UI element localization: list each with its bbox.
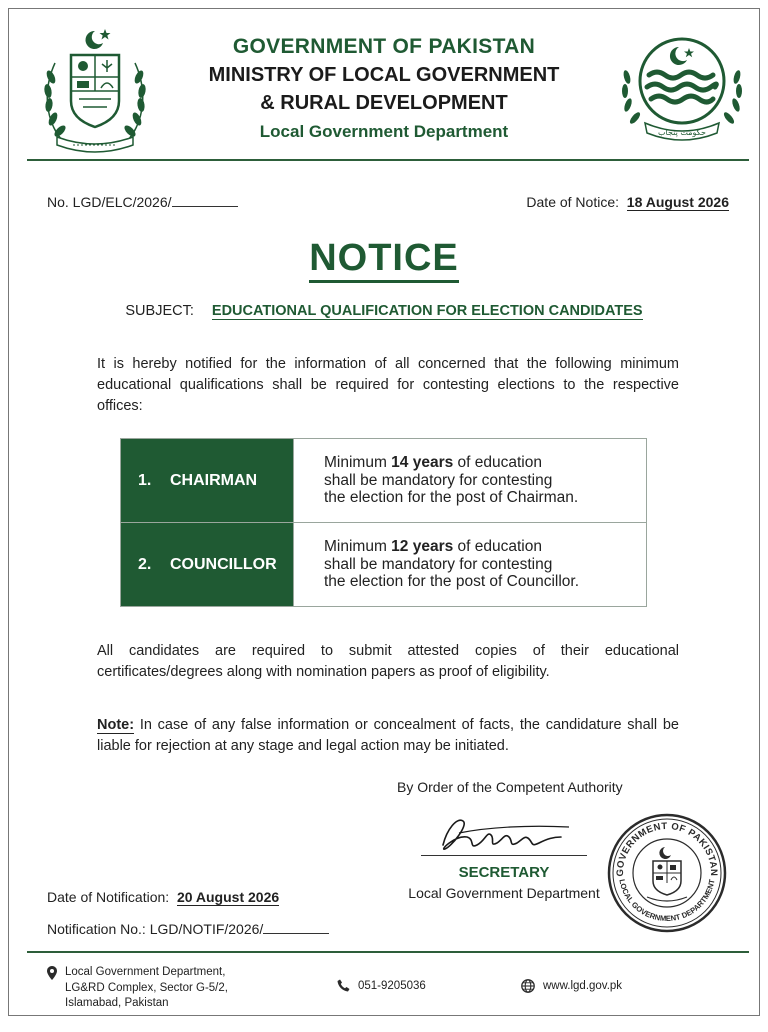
table-row (121, 439, 647, 523)
requirement-line: the election for the post of Councillor. (324, 573, 580, 591)
requirement-cell (294, 523, 647, 607)
notification-number (47, 921, 329, 937)
notification-date-label: Date of Notification: (47, 889, 170, 905)
signature-image (429, 809, 581, 855)
intro-paragraph: It is hereby notified for the information of all concerned that the following minimum educational qualifications shall be required for contesting elections to the respective offices: (97, 356, 679, 414)
requirement-paragraph: All candidates are required to submit attested copies of their educational certificates/degrees along with nomination papers as proof of eligibility. (97, 643, 679, 680)
notice-heading (9, 237, 759, 280)
reference-number-blank (172, 194, 238, 207)
address-line: LG&RD Complex, Sector G-5/2, (65, 981, 228, 994)
note-text: In case of any false information or concealment of facts, the candidature shall be liable for rejection at any stage and legal action may be initiated. (97, 717, 679, 754)
note-label: Note: (97, 717, 135, 733)
department-title: Local Government Department (259, 122, 509, 141)
reference-number-label: No. LGD/ELC/2026/ (47, 194, 172, 210)
post-name: COUNCILLOR (170, 555, 277, 573)
notice-date-value: 18 August 2026 (626, 194, 729, 210)
post-cell (121, 439, 294, 523)
seal-bottom-text: LOCAL GOVERNMENT DEPARTMENT (617, 878, 717, 924)
footer-divider (27, 951, 749, 953)
notification-date (47, 889, 279, 905)
website-link[interactable]: www.lgd.gov.pk (543, 980, 623, 992)
requirement-line (324, 454, 646, 472)
note-paragraph (97, 715, 679, 757)
footer-address (47, 965, 228, 1012)
globe-icon (521, 979, 535, 993)
requirement-text: Minimum (324, 538, 392, 556)
notice-date-label: Date of Notice: (526, 194, 620, 210)
notice-title: NOTICE (309, 237, 459, 283)
letterhead (9, 9, 759, 161)
ministry-title: MINISTRY OF LOCAL GOVERNMENT (208, 64, 560, 86)
punjab-logo-icon (617, 35, 747, 147)
phone-icon (337, 979, 350, 992)
signatory-title: SECRETARY (458, 864, 550, 881)
seal-top-text: GOVERNMENT OF PAKISTAN (614, 820, 720, 877)
notification-number-label: Notification No.: LGD/NOTIF/2026/ (47, 921, 264, 937)
requirement-text: of education (453, 538, 542, 556)
subject-label: SUBJECT: (125, 303, 194, 319)
row-number: 1. (138, 471, 152, 489)
requirement-line: the election for the post of Chairman. (324, 489, 579, 507)
qualification-table (120, 438, 647, 607)
location-pin-icon (47, 966, 57, 980)
phone-number: 051-9205036 (358, 979, 426, 992)
notification-number-blank (263, 921, 329, 934)
post-name: CHAIRMAN (170, 471, 258, 489)
reference-number (47, 194, 238, 210)
subject-line (9, 303, 759, 319)
notification-date-value: 20 August 2026 (176, 889, 280, 905)
ministry-subtitle: & RURAL DEVELOPMENT (260, 92, 508, 114)
post-cell (121, 523, 294, 607)
requirement-years: 12 years (391, 538, 454, 556)
signature-line (421, 855, 587, 856)
address-line: Islamabad, Pakistan (65, 997, 169, 1009)
government-title: GOVERNMENT OF PAKISTAN (232, 35, 536, 58)
requirement-cell (294, 439, 647, 523)
signatory-department: Local Government Department (408, 885, 600, 901)
punjab-logo-text: حکومت پنجاب (658, 128, 706, 137)
subject-value: EDUCATIONAL QUALIFICATION FOR ELECTION CANDIDATES (211, 303, 643, 319)
requirement-line (324, 538, 646, 556)
footer-phone (337, 979, 426, 992)
table-row (121, 523, 647, 607)
requirement-text: of education (453, 454, 542, 472)
notice-document (8, 8, 760, 1016)
requirement-text: Minimum (324, 454, 392, 472)
official-seal-icon (605, 811, 729, 935)
address-line: Local Government Department, (65, 966, 226, 978)
row-number: 2. (138, 555, 152, 573)
authority-order-line: By Order of the Competent Authority (397, 779, 623, 795)
requirement-years: 14 years (391, 454, 454, 472)
header-divider (27, 159, 749, 161)
requirement-line: shall be mandatory for contesting (324, 555, 553, 573)
requirement-line: shall be mandatory for contesting (324, 471, 553, 489)
footer-website (521, 979, 622, 993)
notice-date (526, 194, 729, 210)
